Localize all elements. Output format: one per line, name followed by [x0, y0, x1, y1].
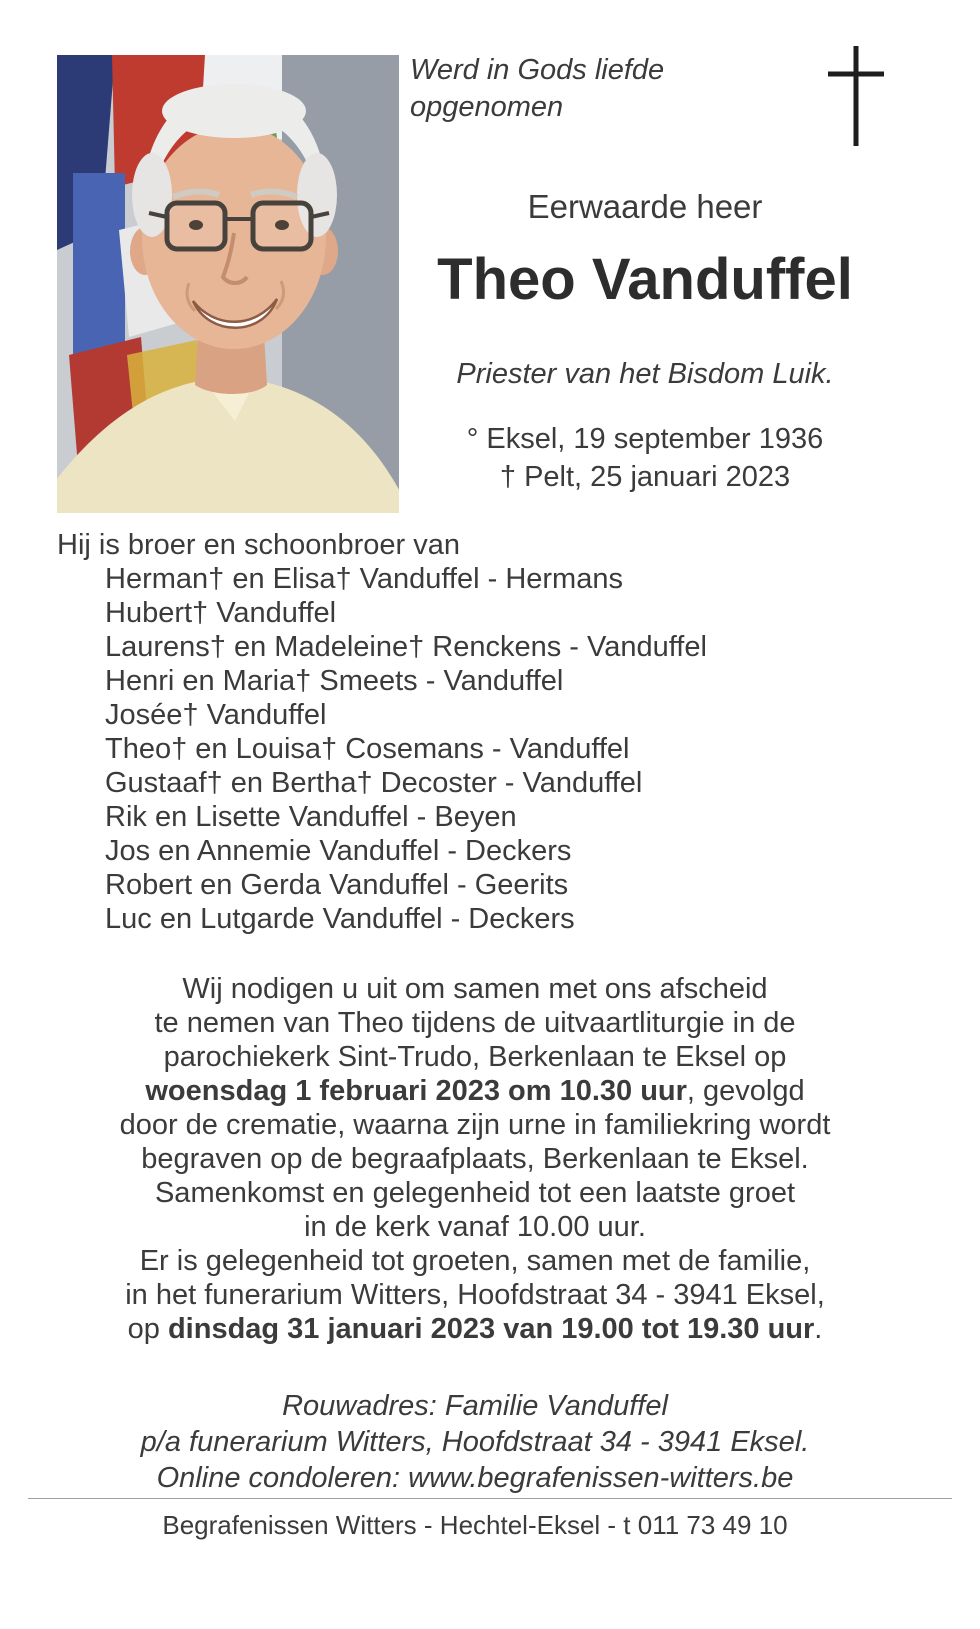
family-member: Laurens† en Madeleine† Renckens - Vanduffel [105, 631, 707, 663]
family-member: Rik en Lisette Vanduffel - Beyen [105, 801, 517, 833]
opening-phrase [410, 52, 664, 126]
family-section [57, 528, 707, 936]
family-member: Theo† en Louisa† Cosemans - Vanduffel [105, 733, 630, 765]
opening-phrase-line2: opgenomen [410, 91, 564, 123]
invitation-line [0, 1312, 950, 1346]
family-member: Hubert† Vanduffel [105, 597, 337, 629]
invitation-paragraph [0, 972, 950, 1346]
mourning-address-section [0, 1388, 950, 1496]
invitation-line: parochiekerk Sint-Trudo, Berkenlaan te Eksel op [163, 1041, 787, 1073]
mourning-address-detail: p/a funerarium Witters, Hoofdstraat 34 - 3941 Eksel. [140, 1426, 810, 1458]
invitation-line: Samenkomst en gelegenheid tot een laatste groet [154, 1177, 796, 1209]
family-member: Jos en Annemie Vanduffel - Deckers [105, 835, 572, 867]
footer-divider [28, 1498, 952, 1499]
family-member: Henri en Maria† Smeets - Vanduffel [105, 665, 564, 697]
invitation-line-pre: op [127, 1313, 168, 1345]
opening-phrase-line1: Werd in Gods liefde [410, 54, 665, 86]
invitation-line: in het funerarium Witters, Hoofdstraat 34 - 3941 Eksel, [125, 1279, 825, 1311]
deceased-role: Priester van het Bisdom Luik. [456, 358, 834, 390]
family-member: Luc en Lutgarde Vanduffel - Deckers [105, 903, 575, 935]
family-member: Robert en Gerda Vanduffel - Geerits [105, 869, 569, 901]
birth-date: ° Eksel, 19 september 1936 [466, 423, 824, 455]
invitation-line: begraven op de begraafplaats, Berkenlaan te Eksel. [141, 1143, 809, 1175]
invitation-line-rest: , gevolgd [686, 1075, 805, 1107]
family-intro: Hij is broer en schoonbroer van [57, 529, 460, 561]
salutation: Eerwaarde heer [527, 188, 763, 225]
invitation-line: te nemen van Theo tijdens de uitvaartliturgie in de [154, 1007, 796, 1039]
family-member: Herman† en Elisa† Vanduffel - Hermans [105, 563, 623, 595]
invitation-line: Wij nodigen u uit om samen met ons afscheid [182, 973, 768, 1005]
family-member: Gustaaf† en Bertha† Decoster - Vanduffel [105, 767, 643, 799]
invitation-line: in de kerk vanaf 10.00 uur. [304, 1211, 646, 1243]
visitation-datetime: dinsdag 31 januari 2023 van 19.00 tot 19.30 uur [167, 1313, 815, 1345]
invitation-line [0, 1074, 950, 1108]
invitation-line-post: . [814, 1313, 823, 1345]
deceased-name: Theo Vanduffel [437, 247, 853, 312]
portrait-photo [57, 55, 399, 513]
portrait-photo-illustration [57, 55, 399, 513]
invitation-line: door de crematie, waarna zijn urne in familiekring wordt [119, 1109, 831, 1141]
cross-icon [824, 44, 888, 148]
invitation-line: Er is gelegenheid tot groeten, samen met de familie, [139, 1245, 811, 1277]
life-dates [400, 420, 890, 496]
family-member: Josée† Vanduffel [105, 699, 327, 731]
mourning-address: Rouwadres: Familie Vanduffel [282, 1390, 668, 1422]
condolence-website: Online condoleren: www.begrafenissen-witters.be [156, 1462, 794, 1494]
funeral-datetime: woensdag 1 februari 2023 om 10.30 uur [145, 1075, 687, 1107]
undertaker-info: Begrafenissen Witters - Hechtel-Eksel - t 011 73 49 10 [162, 1510, 788, 1540]
death-date: † Pelt, 25 januari 2023 [499, 461, 791, 493]
